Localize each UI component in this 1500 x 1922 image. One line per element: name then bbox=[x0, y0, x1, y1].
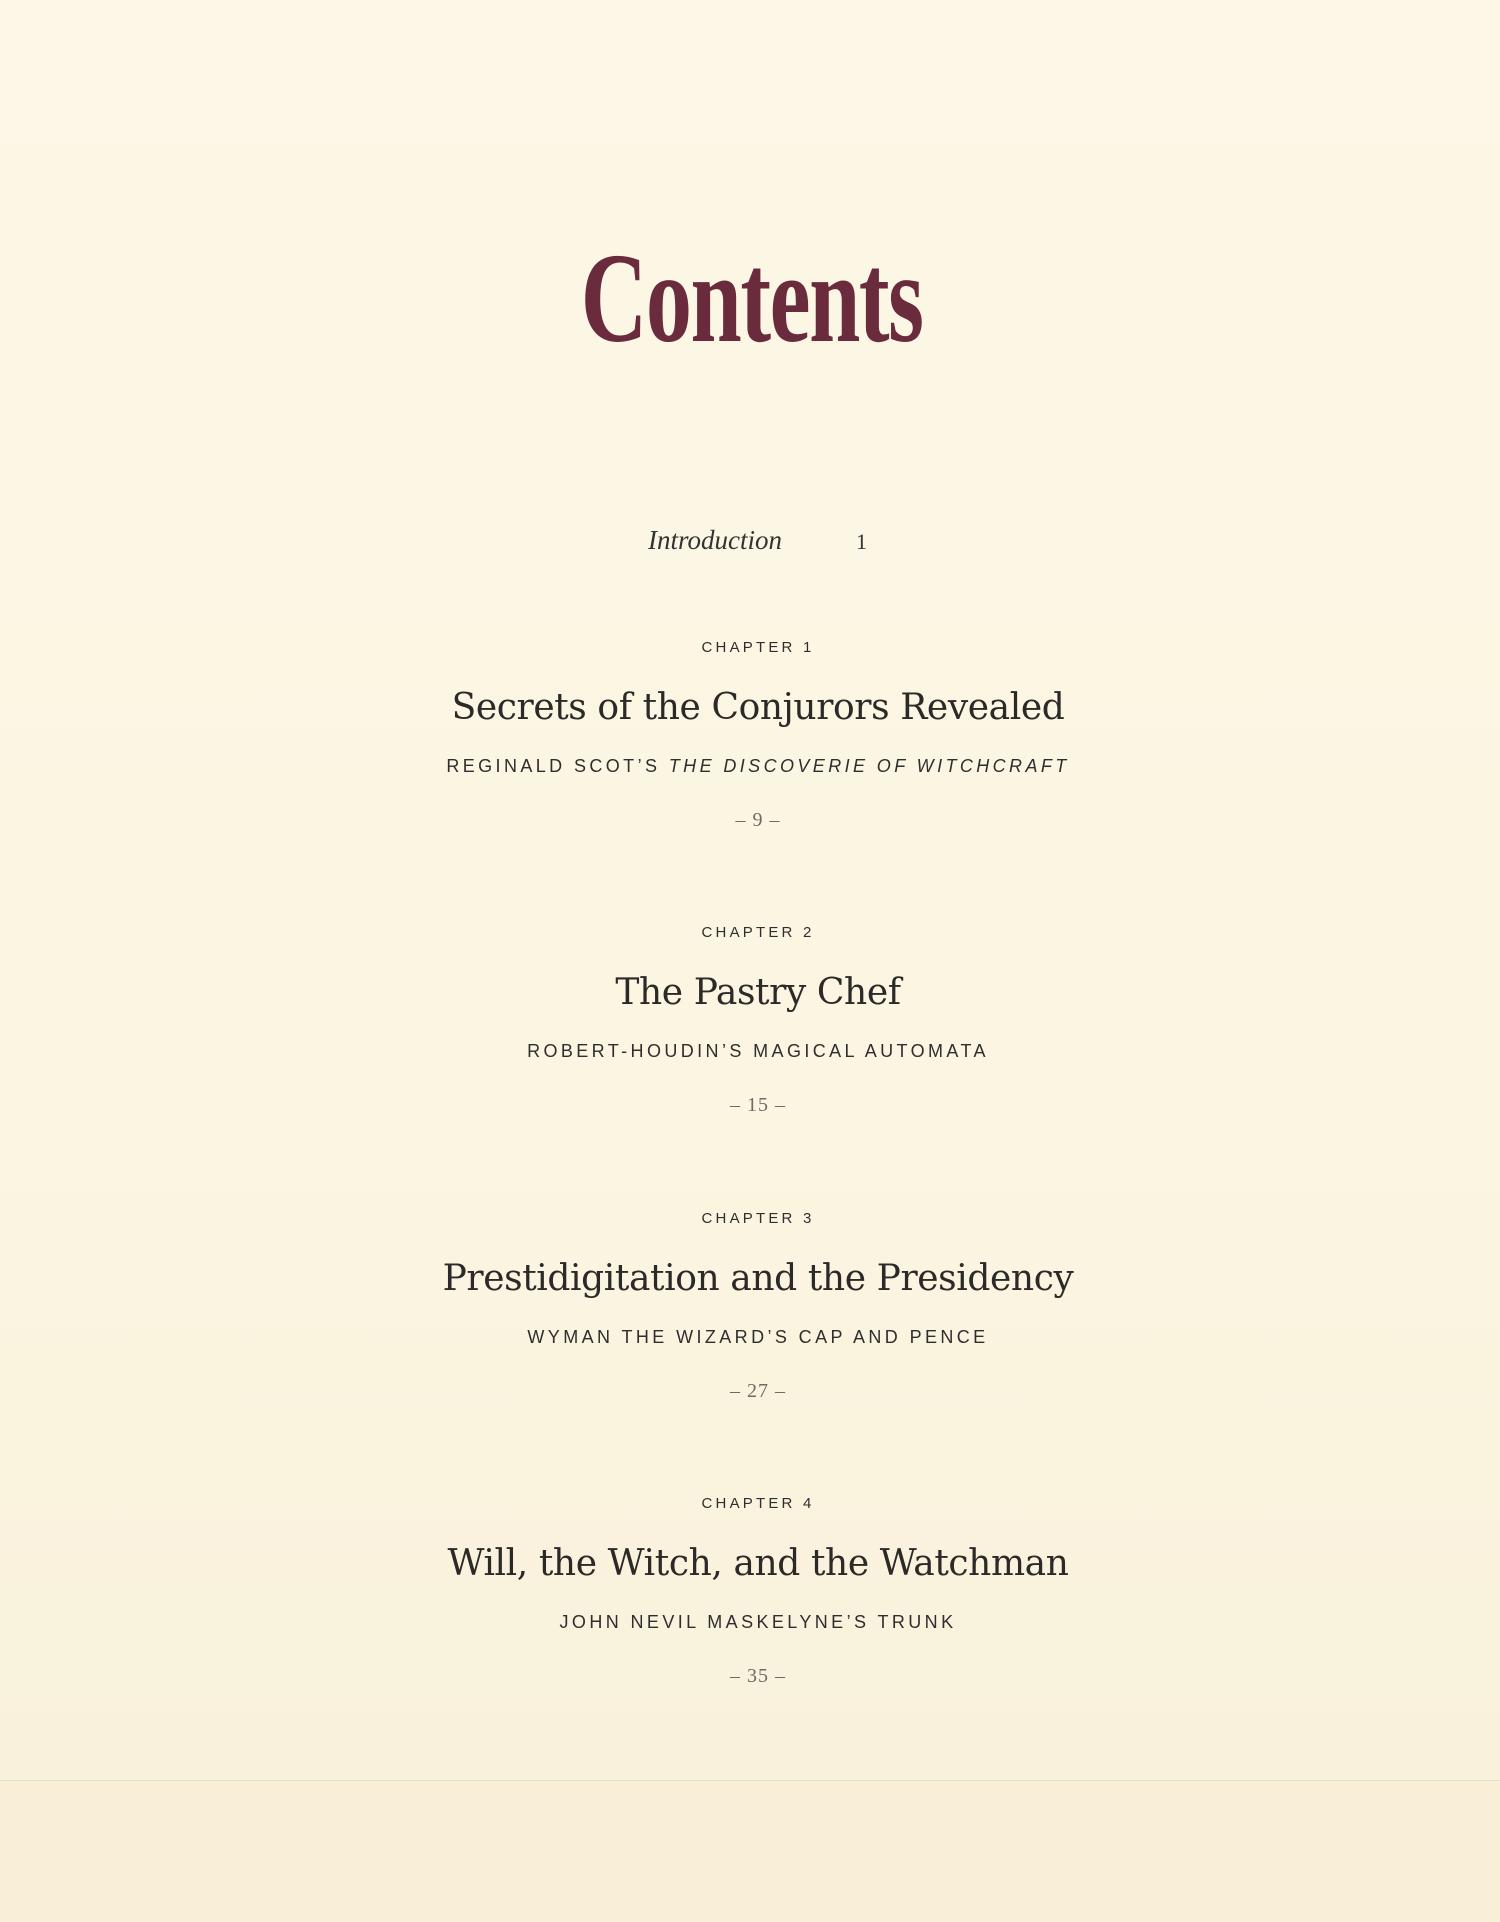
chapter-entry-4 bbox=[8, 1493, 1500, 1689]
chapter-page-number: – 27 – bbox=[730, 1380, 786, 1402]
page-bottom-margin bbox=[0, 1781, 1500, 1922]
chapter-title: Secrets of the Conjurors Revealed bbox=[451, 687, 1065, 728]
chapter-label: CHAPTER 1 bbox=[701, 639, 815, 656]
chapter-page-number: – 35 – bbox=[730, 1665, 786, 1687]
introduction-page-number: 1 bbox=[856, 529, 867, 554]
chapter-subtitle bbox=[8, 1038, 1500, 1064]
chapter-page-number: – 15 – bbox=[730, 1094, 786, 1116]
chapter-page-number: – 9 – bbox=[735, 809, 781, 831]
page-title: Contents bbox=[580, 227, 923, 369]
introduction-label: Introduction bbox=[648, 525, 782, 555]
chapter-subtitle bbox=[8, 753, 1500, 779]
chapter-entry-3 bbox=[8, 1208, 1500, 1404]
chapter-subtitle-plain: WYMAN THE WIZARD’S CAP AND PENCE bbox=[527, 1327, 989, 1347]
chapter-subtitle-italic: THE DISCOVERIE OF WITCHCRAFT bbox=[668, 756, 1070, 776]
chapter-label: CHAPTER 3 bbox=[701, 1210, 815, 1227]
chapter-subtitle-plain: ROBERT-HOUDIN’S MAGICAL AUTOMATA bbox=[527, 1041, 989, 1061]
chapter-title: The Pastry Chef bbox=[615, 972, 901, 1013]
chapter-label: CHAPTER 4 bbox=[701, 1495, 815, 1512]
chapter-title: Will, the Witch, and the Watchman bbox=[447, 1543, 1069, 1584]
chapter-subtitle-plain: JOHN NEVIL MASKELYNE’S TRUNK bbox=[559, 1612, 957, 1632]
chapter-entry-1 bbox=[8, 637, 1500, 833]
chapter-subtitle bbox=[8, 1324, 1500, 1350]
chapter-subtitle-plain: REGINALD SCOT’S bbox=[446, 756, 669, 776]
chapter-subtitle bbox=[8, 1609, 1500, 1635]
chapter-title: Prestidigitation and the Presidency bbox=[442, 1258, 1074, 1299]
chapter-label: CHAPTER 2 bbox=[701, 924, 815, 941]
introduction-entry bbox=[0, 520, 1500, 560]
chapter-entry-2 bbox=[8, 922, 1500, 1118]
